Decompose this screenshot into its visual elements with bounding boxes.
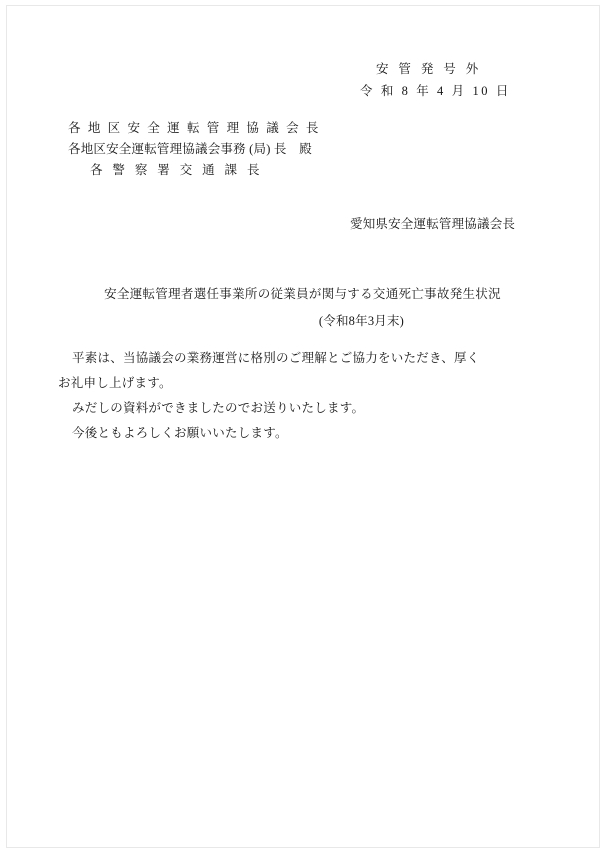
body-paragraph-2: お礼申し上げます。 <box>58 376 172 390</box>
sender-name: 愛知県安全運転管理協議会長 <box>350 217 516 231</box>
subject-block <box>0 283 605 332</box>
document-date: 令 和 8 年 4 月 10 日 <box>360 84 511 98</box>
document-number: 安 管 発 号 外 <box>376 62 482 76</box>
addressee-line-2: 各地区安全運転管理協議会事務 (局) 長 殿 <box>68 142 312 156</box>
addressee-block <box>68 118 468 181</box>
body-paragraph-4: 今後ともよろしくお願いいたします。 <box>72 426 288 440</box>
document-number-block <box>360 58 560 102</box>
subject-subtitle: (令和8年3月末) <box>318 314 405 328</box>
body-paragraph-1: 平素は、当協議会の業務運営に格別のご理解とご協力をいただき、厚く <box>72 351 480 365</box>
addressee-line-1: 各 地 区 安 全 運 転 管 理 協 議 会 長 <box>68 121 321 135</box>
body-text <box>58 346 558 446</box>
body-paragraph-3: みだしの資料ができましたのでお送りいたします。 <box>72 401 365 415</box>
subject-title: 安全運転管理者選任事業所の従業員が関与する交通死亡事故発生状況 <box>104 287 501 301</box>
addressee-line-3: 各 警 察 署 交 通 課 長 <box>90 163 263 177</box>
